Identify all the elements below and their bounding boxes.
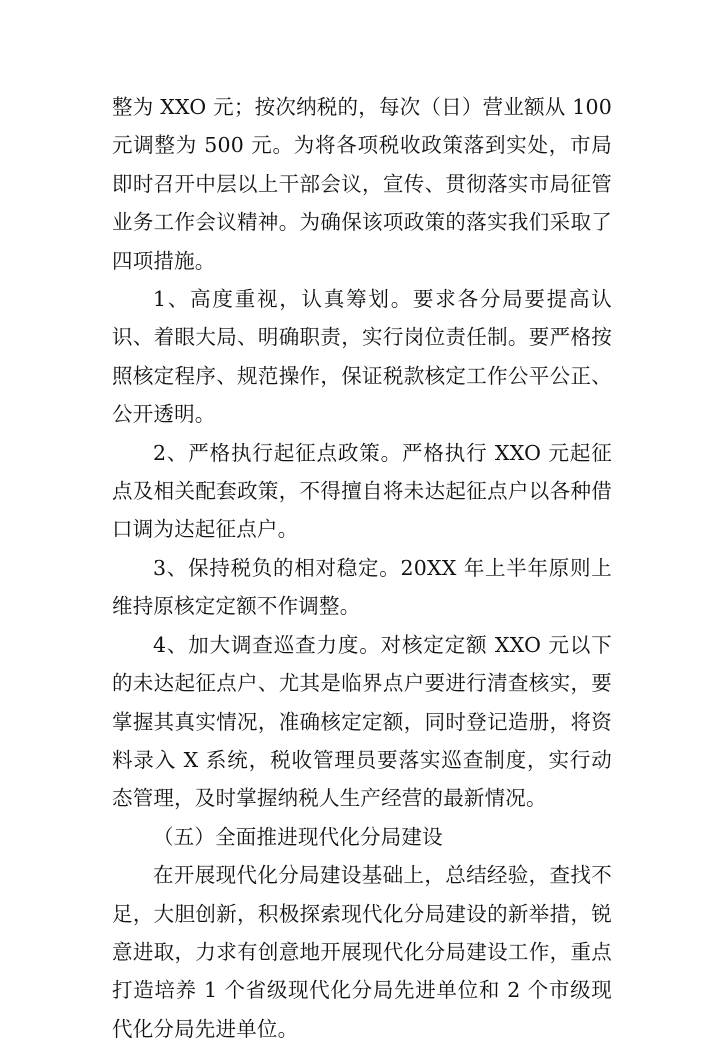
paragraph-measure-2: 2、严格执行起征点政策。严格执行 XXO 元起征点及相关配套政策，不得擅自将未达起征点户以各种借口调为达起征点户。 xyxy=(112,440,612,542)
paragraph-measure-1: 1、高度重视，认真筹划。要求各分局要提高认识、着眼大局、明确职责，实行岗位责任制。要严格按照核定程序、规范操作，保证税款核定工作公平公正、公开透明。 xyxy=(112,287,612,427)
paragraph-section-body: 在开展现代化分局建设基础上，总结经验，查找不足，大胆创新，积极探索现代化分局建设的新举措，锐意进取，力求有创意地开展现代化分局建设工作，重点打造培养 1 个省级现代化分局先进单位和 2 个市级现代化分局先进单位。 xyxy=(112,863,612,1041)
section-heading: （五）全面推进现代化分局建设 xyxy=(153,824,443,849)
document-body xyxy=(112,88,612,1048)
paragraph-measure-4: 4、加大调查巡查力度。对核定定额 XXO 元以下的未达起征点户、尤其是临界点户要进行清查核实，要掌握其真实情况，准确核定定额，同时登记造册，将资料录入 X 系统，税收管理员要落实巡查制度，实行动态管理，及时掌握纳税人生产经营的最新情况。 xyxy=(112,632,612,811)
paragraph-measure-3: 3、保持税负的相对稳定。20XX 年上半年原则上维持原核定定额不作调整。 xyxy=(112,555,612,619)
paragraph-continuation: 整为 XXO 元；按次纳税的，每次（日）营业额从 100 元调整为 500 元。为将各项税收政策落到实处，市局即时召开中层以上干部会议，宣传、贯彻落实市局征管业务工作会议精神。为确保该项政策的落实我们采取了四项措施。 xyxy=(112,95,612,273)
